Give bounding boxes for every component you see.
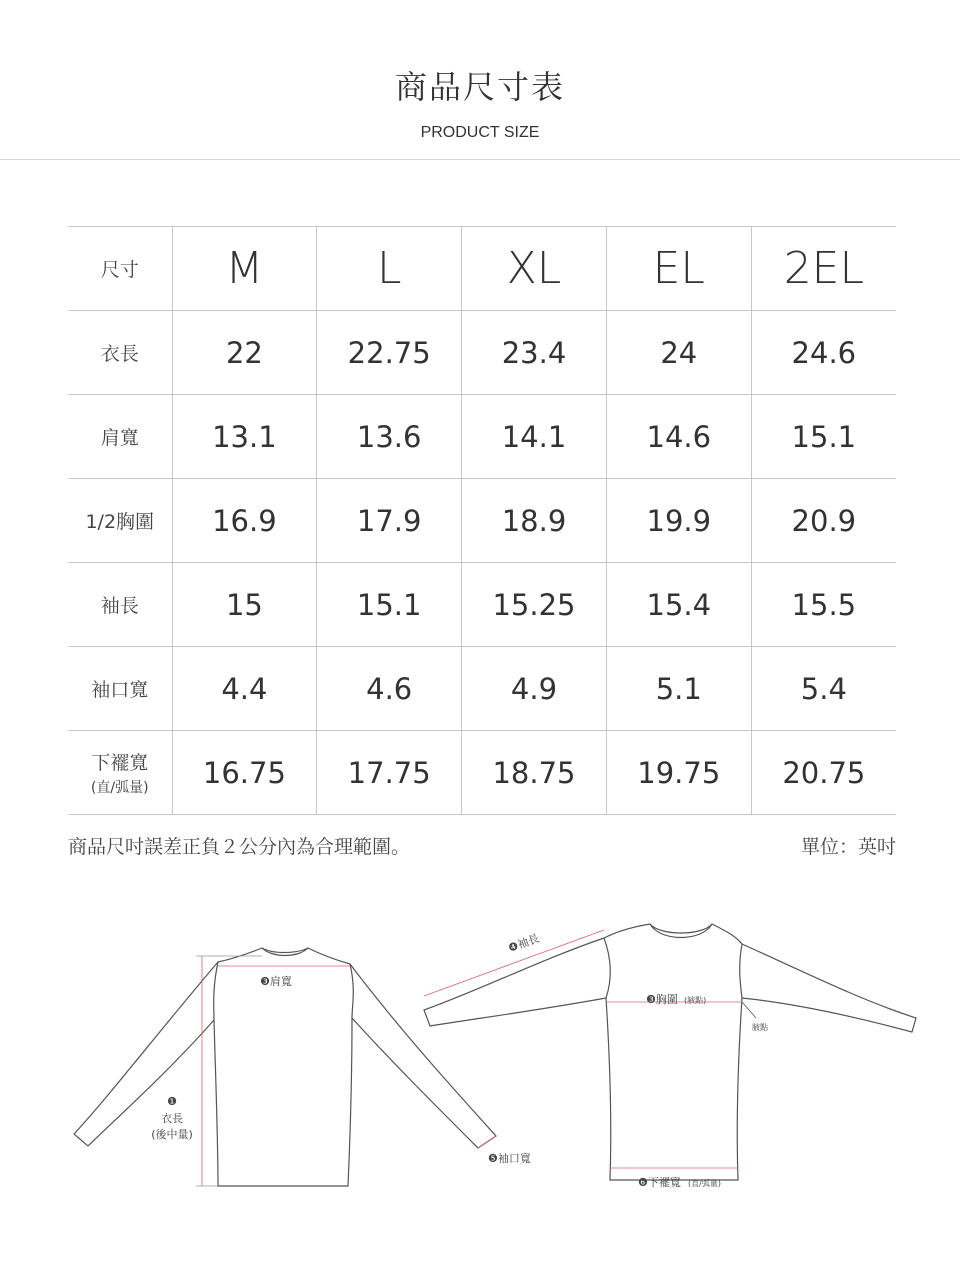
- back-view-measures: [196, 956, 496, 1186]
- size-header-m: M: [172, 227, 317, 311]
- length-sub-label: (後中量): [151, 1128, 193, 1141]
- table-cell: 14.6: [606, 395, 751, 479]
- row-sublabel: (直/弧量): [90, 780, 149, 796]
- row-label: [68, 311, 172, 395]
- table-cell: 24.6: [751, 311, 896, 395]
- table-cell: 15.5: [751, 563, 896, 647]
- table-cell: 15: [172, 563, 317, 647]
- table-cell: 4.9: [462, 647, 607, 731]
- table-cell: 15.1: [751, 395, 896, 479]
- table-cell: 18.75: [462, 731, 607, 815]
- unit-label: 單位：英吋: [800, 836, 896, 858]
- table-row: [68, 395, 896, 479]
- table-cell: 15.25: [462, 563, 607, 647]
- table-cell: 16.9: [172, 479, 317, 563]
- table-row: [68, 479, 896, 563]
- row-label-text: 袖口寬: [91, 679, 149, 701]
- hem-label: ❻下襬寬: [638, 1176, 681, 1189]
- row-label-text: 下襬寬: [91, 752, 149, 774]
- table-cell: 18.9: [462, 479, 607, 563]
- cuff-label: ❺袖口寬: [488, 1152, 531, 1165]
- front-view-shirt: [424, 924, 916, 1180]
- table-row: [68, 563, 896, 647]
- table-cell: 22.75: [317, 311, 462, 395]
- table-cell: 14.1: [462, 395, 607, 479]
- row-label: [68, 563, 172, 647]
- header-divider: [0, 159, 960, 160]
- table-row: [68, 647, 896, 731]
- table-cell: 16.75: [172, 731, 317, 815]
- row-label: [68, 395, 172, 479]
- row-label-text: 袖長: [100, 595, 139, 617]
- table-cell: 13.1: [172, 395, 317, 479]
- table-cell: 5.4: [751, 647, 896, 731]
- chest-sub-label: (腋點): [684, 996, 707, 1005]
- table-cell: 20.9: [751, 479, 896, 563]
- sleeve-label: ❹袖長: [506, 931, 541, 955]
- table-cell: 5.1: [606, 647, 751, 731]
- table-cell: 23.4: [462, 311, 607, 395]
- table-cell: 20.75: [751, 731, 896, 815]
- table-cell: 4.6: [317, 647, 462, 731]
- chest-label: ❸胸圍: [646, 993, 678, 1006]
- front-view-measures: [424, 930, 756, 1168]
- table-cell: 15.4: [606, 563, 751, 647]
- armpit-label: 腋點: [752, 1023, 768, 1032]
- page-subtitle: PRODUCT SIZE: [420, 124, 540, 141]
- table-cell: 17.75: [317, 731, 462, 815]
- row-label: [68, 479, 172, 563]
- length-number: ❶: [167, 1095, 177, 1108]
- table-cell: 19.9: [606, 479, 751, 563]
- size-header-xl: XL: [462, 227, 607, 311]
- row-label: [68, 647, 172, 731]
- size-header-l: L: [317, 227, 462, 311]
- page-title: 商品尺寸表: [394, 68, 565, 106]
- shoulder-label: ❸肩寬: [260, 975, 292, 988]
- length-label: 衣長: [161, 1112, 183, 1125]
- size-header-2el: 2EL: [751, 227, 896, 311]
- table-cell: 4.4: [172, 647, 317, 731]
- table-cell: 19.75: [606, 731, 751, 815]
- row-label-text: 1/2胸圍: [85, 511, 155, 533]
- tolerance-note: 商品尺吋誤差正負２公分內為合理範圍。: [68, 836, 411, 858]
- table-cell: 22: [172, 311, 317, 395]
- row-label-text: 衣長: [100, 343, 139, 365]
- table-cell: 17.9: [317, 479, 462, 563]
- size-header-el: EL: [606, 227, 751, 311]
- size-header-row: [68, 227, 896, 311]
- row-label: [68, 731, 172, 815]
- table-row: [68, 731, 896, 815]
- table-cell: 13.6: [317, 395, 462, 479]
- table-cell: 15.1: [317, 563, 462, 647]
- table-cell: 24: [606, 311, 751, 395]
- row-label-text: 肩寬: [100, 427, 139, 449]
- size-table: [68, 226, 896, 815]
- hem-sub-label: (直/弧量): [688, 1179, 721, 1188]
- table-row: [68, 311, 896, 395]
- corner-label: 尺寸: [68, 227, 172, 311]
- measurement-diagram: [0, 900, 960, 1220]
